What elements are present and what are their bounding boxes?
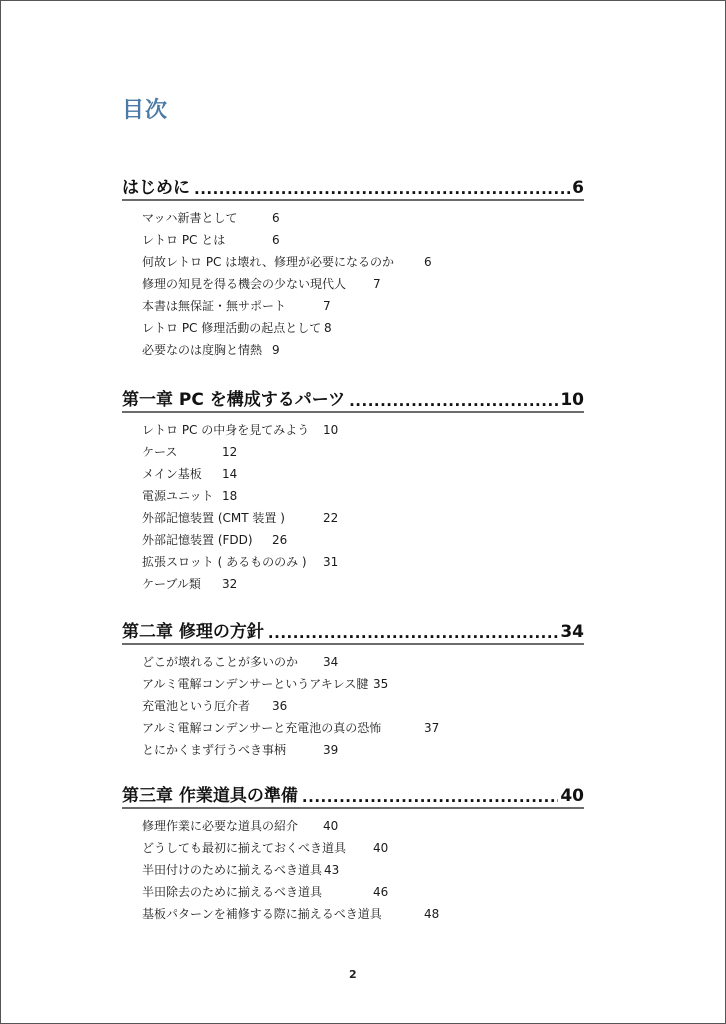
entry-title: マッハ新書として — [142, 211, 238, 225]
toc-entry-list — [122, 419, 584, 595]
entry-page-number: 18 — [222, 489, 238, 503]
entry-title: メイン基板 — [142, 467, 202, 481]
entry-title: 半田付けのために揃えるべき道具 — [142, 863, 323, 877]
toc-chapter-introduction — [122, 173, 584, 361]
entry-page-number: 14 — [222, 467, 238, 481]
toc-entry[interactable] — [142, 529, 584, 551]
entry-title: 基板パターンを補修する際に揃えるべき道具 — [142, 907, 382, 921]
entry-page-number: 6 — [424, 255, 432, 269]
dot-leader — [302, 788, 558, 806]
entry-page-number: 31 — [323, 555, 339, 569]
toc-entry-list — [122, 651, 584, 761]
entry-page-number: 6 — [272, 233, 280, 247]
toc-entry[interactable] — [142, 229, 584, 251]
toc-entry[interactable] — [142, 903, 584, 925]
chapter-title: 第三章 作業道具の準備 — [122, 786, 298, 806]
entry-page-number: 34 — [323, 655, 339, 669]
chapter-heading-link[interactable] — [122, 385, 584, 413]
entry-page-number: 43 — [324, 863, 340, 877]
entry-title: 修理の知見を得る機会の少ない現代人 — [142, 277, 347, 291]
dot-leader — [349, 392, 558, 410]
entry-title: 外部記憶装置 (CMT 装置 ) — [142, 511, 285, 525]
entry-title: レトロ PC の中身を見てみよう — [142, 423, 310, 437]
entry-page-number: 37 — [424, 721, 440, 735]
toc-chapter-1 — [122, 385, 584, 595]
toc-chapter-3 — [122, 781, 584, 925]
entry-page-number: 7 — [373, 277, 381, 291]
entry-title: どうしても最初に揃えておくべき道具 — [142, 841, 347, 855]
entry-title: とにかくまず行うべき事柄 — [142, 743, 287, 757]
toc-entry[interactable] — [142, 485, 584, 507]
toc-entry[interactable] — [142, 881, 584, 903]
chapter-heading-link[interactable] — [122, 781, 584, 809]
toc-entry[interactable] — [142, 295, 584, 317]
entry-title: 拡張スロット ( あるもののみ ) — [142, 555, 307, 569]
entry-title: 充電池という厄介者 — [142, 699, 251, 713]
chapter-title: はじめに — [122, 178, 190, 198]
entry-title: ケーブル類 — [142, 577, 201, 591]
entry-page-number: 39 — [323, 743, 339, 757]
toc-entry[interactable] — [142, 251, 584, 273]
entry-page-number: 8 — [324, 321, 332, 335]
entry-title: どこが壊れることが多いのか — [142, 655, 299, 669]
chapter-page-number: 6 — [572, 178, 584, 198]
chapter-page-number: 34 — [560, 622, 584, 642]
chapter-title: 第一章 PC を構成するパーツ — [122, 390, 346, 410]
entry-page-number: 9 — [272, 343, 280, 357]
entry-page-number: 6 — [272, 211, 280, 225]
chapter-page-number: 40 — [560, 786, 584, 806]
entry-page-number: 40 — [373, 841, 389, 855]
entry-page-number: 32 — [222, 577, 238, 591]
dot-leader — [268, 624, 558, 642]
toc-entry[interactable] — [142, 739, 584, 761]
toc-entry[interactable] — [142, 859, 584, 881]
chapter-heading-link[interactable] — [122, 617, 584, 645]
page-number: 2 — [349, 968, 357, 981]
toc-entry[interactable] — [142, 419, 584, 441]
entry-title: 修理作業に必要な道具の紹介 — [142, 819, 299, 833]
toc-entry[interactable] — [142, 717, 584, 739]
entry-title: 電源ユニット — [142, 489, 214, 503]
entry-title: ケース — [142, 445, 178, 459]
entry-page-number: 26 — [272, 533, 288, 547]
toc-entry[interactable] — [142, 273, 584, 295]
toc-title: 目次 — [122, 98, 169, 123]
toc-entry[interactable] — [142, 463, 584, 485]
toc-entry[interactable] — [142, 837, 584, 859]
toc-entry[interactable] — [142, 207, 584, 229]
entry-page-number: 46 — [373, 885, 389, 899]
toc-entry[interactable] — [142, 339, 584, 361]
entry-page-number: 10 — [323, 423, 339, 437]
entry-title: アルミ電解コンデンサーと充電池の真の恐怖 — [142, 721, 382, 735]
entry-page-number: 48 — [424, 907, 440, 921]
entry-page-number: 36 — [272, 699, 288, 713]
entry-page-number: 40 — [323, 819, 339, 833]
toc-entry[interactable] — [142, 317, 584, 339]
entry-title: レトロ PC 修理活動の起点として — [142, 321, 322, 335]
toc-entry-list — [122, 815, 584, 925]
toc-entry[interactable] — [142, 441, 584, 463]
entry-title: 外部記憶装置 (FDD) — [142, 533, 253, 547]
entry-page-number: 35 — [373, 677, 389, 691]
entry-title: アルミ電解コンデンサーというアキレス腱 — [142, 677, 369, 691]
entry-title: 本書は無保証・無サポート — [142, 299, 287, 313]
toc-chapter-2 — [122, 617, 584, 761]
toc-entry-list — [122, 207, 584, 361]
toc-entry[interactable] — [142, 695, 584, 717]
toc-entry[interactable] — [142, 651, 584, 673]
entry-title: レトロ PC とは — [142, 233, 226, 247]
entry-title: 半田除去のために揃えるべき道具 — [142, 885, 323, 899]
entry-page-number: 12 — [222, 445, 238, 459]
entry-title: 必要なのは度胸と情熱 — [142, 343, 263, 357]
entry-page-number: 7 — [323, 299, 331, 313]
toc-entry[interactable] — [142, 507, 584, 529]
toc-entry[interactable] — [142, 573, 584, 595]
chapter-title: 第二章 修理の方針 — [122, 622, 264, 642]
toc-entry[interactable] — [142, 673, 584, 695]
toc-entry[interactable] — [142, 551, 584, 573]
chapter-page-number: 10 — [560, 390, 584, 410]
chapter-heading-link[interactable] — [122, 173, 584, 201]
entry-title: 何故レトロ PC は壊れ、修理が必要になるのか — [142, 255, 394, 269]
toc-entry[interactable] — [142, 815, 584, 837]
entry-page-number: 22 — [323, 511, 339, 525]
dot-leader — [194, 180, 570, 198]
